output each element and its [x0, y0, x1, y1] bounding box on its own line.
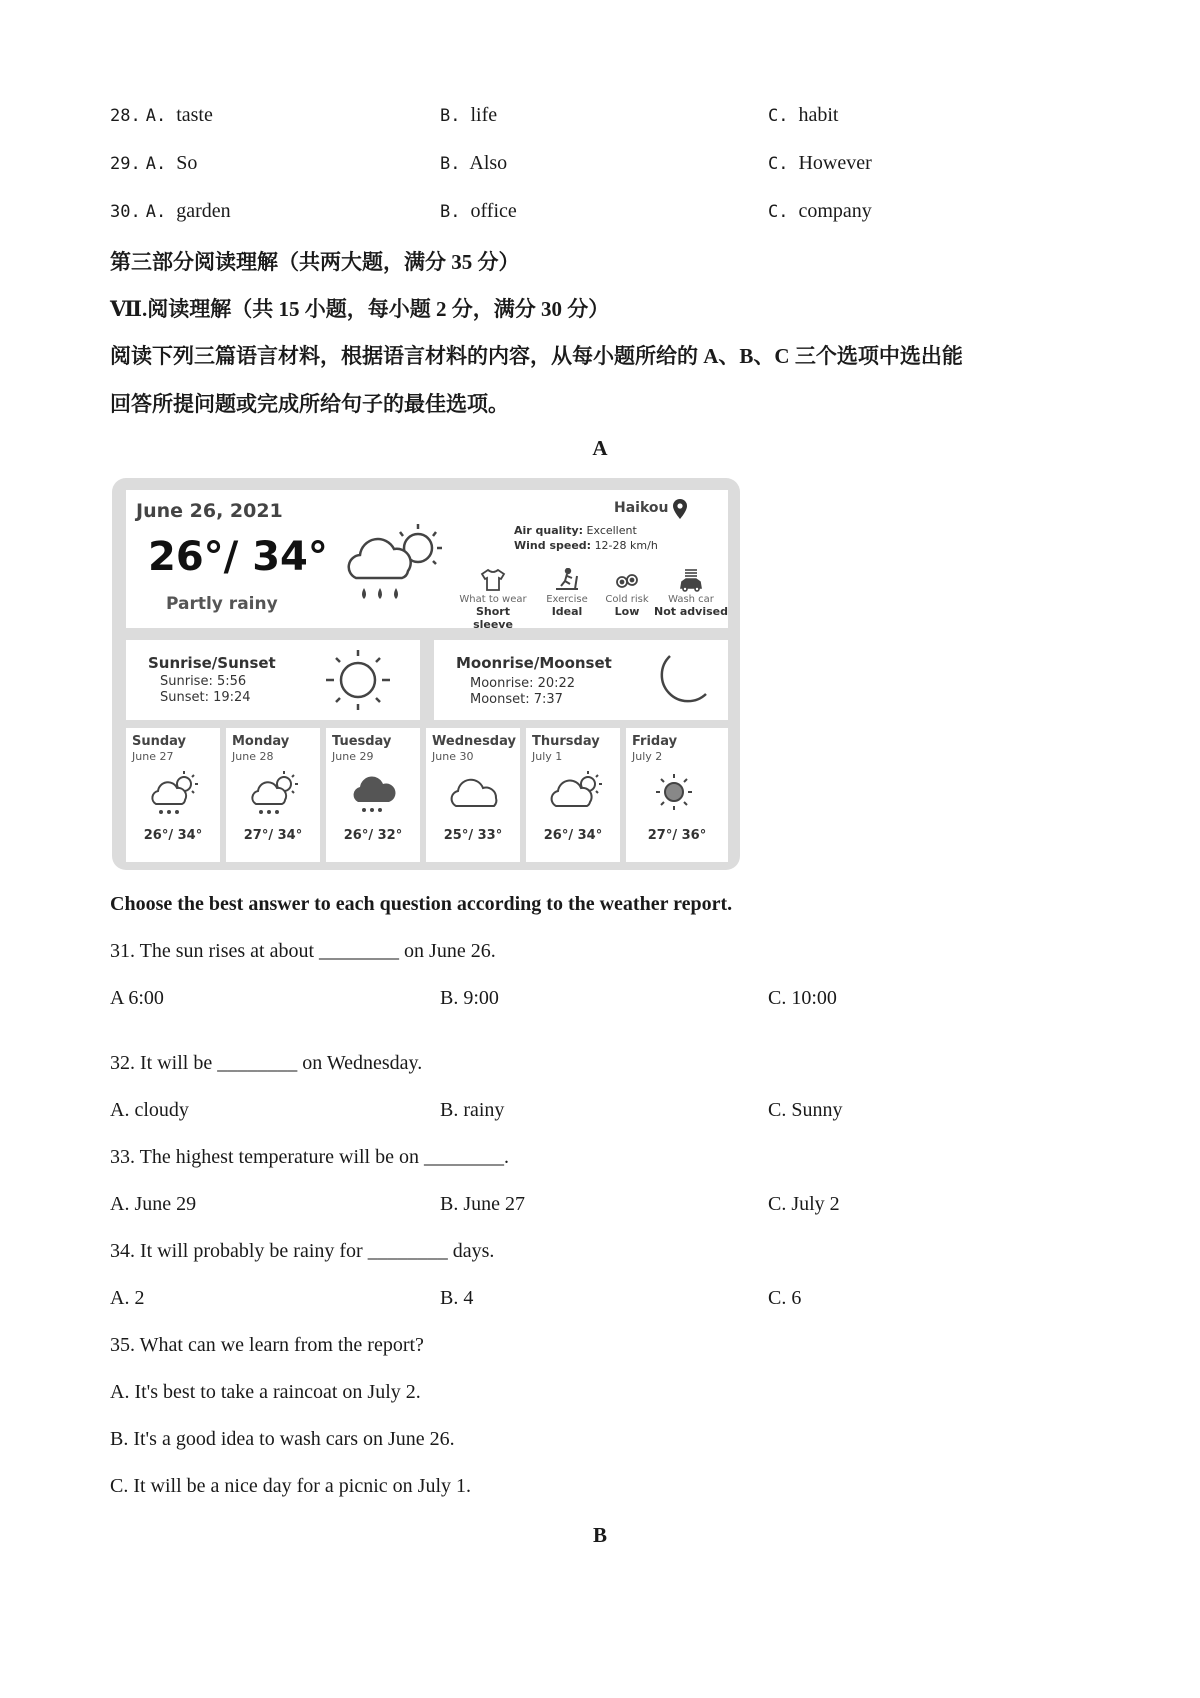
- sun-icon: [322, 646, 394, 714]
- sunrise-time: Sunrise: 5:56: [160, 674, 247, 689]
- weather-temperature: 26°/ 34°: [148, 534, 328, 580]
- option-b-letter: B.: [440, 154, 461, 174]
- option-a-text: taste: [176, 104, 213, 126]
- moon-title: Moonrise/Moonset: [456, 654, 612, 672]
- q31-option-c: C. 10:00: [768, 987, 837, 1009]
- question-number: 29.: [110, 154, 141, 174]
- forecast-day: [226, 728, 320, 862]
- forecast-date: June 28: [232, 750, 274, 763]
- option-b-text: life: [470, 104, 498, 126]
- weather-city: Haikou: [614, 500, 669, 516]
- question-33: 33. The highest temperature will be on ________.: [110, 1146, 509, 1168]
- forecast-temp: 26°/ 32°: [343, 828, 403, 843]
- sun-title: Sunrise/Sunset: [148, 654, 276, 672]
- part3-title: 第三部分阅读理解（共两大题，满分 35 分）: [110, 250, 520, 274]
- q32-option-c: C. Sunny: [768, 1099, 843, 1121]
- sun-icon: [646, 768, 702, 820]
- q33-option-a: A. June 29: [110, 1193, 197, 1215]
- sunset-time: Sunset: 19:24: [160, 690, 251, 705]
- option-a-text: So: [176, 152, 198, 174]
- forecast-day: [526, 728, 620, 862]
- option-a-letter: A.: [145, 154, 167, 174]
- option-b-text: Also: [469, 152, 508, 174]
- wind-speed-label: Wind speed:: [514, 539, 592, 552]
- cloud-icon: [446, 768, 508, 820]
- forecast-date: June 30: [432, 750, 474, 763]
- weather-today-panel: [126, 490, 728, 631]
- air-quality-row: [514, 524, 637, 537]
- forecast-temp: 26°/ 34°: [543, 828, 603, 843]
- option-c-text: However: [798, 152, 872, 174]
- car-wash-icon: [677, 568, 705, 592]
- moon-icon: [648, 650, 712, 710]
- q34-option-b: B. 4: [440, 1287, 474, 1309]
- forecast-temp: 26°/ 34°: [143, 828, 203, 843]
- option-b-letter: B.: [440, 106, 461, 126]
- sun-cloud-icon: [546, 768, 608, 820]
- forecast-date: June 29: [332, 750, 374, 763]
- wind-speed-row: [514, 539, 658, 552]
- air-quality-label: Air quality:: [514, 524, 584, 537]
- question-number: 30.: [110, 202, 141, 222]
- forecast-day: [426, 728, 520, 862]
- q31-option-b: B. 9:00: [440, 987, 499, 1009]
- instruction-line-1: 阅读下列三篇语言材料，根据语言材料的内容，从每小题所给的 A、B、C 三个选项中选出能: [110, 344, 963, 368]
- forecast-date: July 1: [532, 750, 563, 763]
- shirt-icon: [479, 568, 507, 592]
- forecast-temp: 25°/ 33°: [443, 828, 503, 843]
- forecast-day-name: Friday: [632, 734, 678, 749]
- tip-label: Cold risk: [605, 594, 649, 605]
- q32-option-b: B. rainy: [440, 1099, 505, 1121]
- choose-instruction: Choose the best answer to each question according to the weather report.: [110, 893, 733, 915]
- option-c-text: company: [798, 200, 872, 222]
- option-a-text: garden: [176, 200, 231, 222]
- tip-wash-car: [654, 568, 728, 618]
- tip-cold-risk: [590, 568, 664, 618]
- weather-date: June 26, 2021: [136, 500, 283, 522]
- question-32: 32. It will be ________ on Wednesday.: [110, 1052, 423, 1074]
- q33-option-b: B. June 27: [440, 1193, 525, 1215]
- treadmill-icon: [553, 568, 581, 592]
- question-29-options: [110, 152, 1110, 182]
- q34-option-c: C. 6: [768, 1287, 802, 1309]
- section7-title: Ⅶ.阅读理解（共 15 小题，每小题 2 分，满分 30 分）: [110, 297, 610, 321]
- tip-what-to-wear: [456, 568, 530, 631]
- moonrise-time: Moonrise: 20:22: [470, 676, 576, 691]
- air-quality-value: Excellent: [586, 524, 637, 537]
- q35-option-c: C. It will be a nice day for a picnic on July 1.: [110, 1475, 472, 1497]
- tip-label: What to wear: [459, 594, 527, 605]
- forecast-date: June 27: [132, 750, 174, 763]
- forecast-day-name: Sunday: [132, 734, 187, 749]
- q31-option-a: A 6:00: [110, 987, 164, 1009]
- forecast-temp: 27°/ 34°: [243, 828, 303, 843]
- tip-label: Exercise: [546, 594, 588, 605]
- forecast-day: [126, 728, 220, 862]
- q32-option-a: A. cloudy: [110, 1099, 189, 1121]
- question-34: 34. It will probably be rainy for ________ days.: [110, 1240, 495, 1262]
- sun-cloud-rain-icon: [146, 768, 202, 820]
- option-c-letter: C.: [768, 154, 789, 174]
- instruction-line-2: 回答所提问题或完成所给句子的最佳选项。: [110, 392, 509, 416]
- forecast-day-name: Tuesday: [332, 734, 392, 749]
- location-pin-icon: [672, 498, 688, 520]
- forecast-day-name: Wednesday: [432, 734, 516, 749]
- forecast-day-name: Thursday: [532, 734, 600, 749]
- forecast-day-name: Monday: [232, 734, 290, 749]
- question-31: 31. The sun rises at about ________ on June 26.: [110, 940, 496, 962]
- option-b-letter: B.: [440, 202, 461, 222]
- option-c-letter: C.: [768, 106, 789, 126]
- tip-value: Not advised: [654, 605, 728, 618]
- moonset-time: Moonset: 7:37: [470, 692, 563, 707]
- passage-a-label: A: [592, 436, 608, 460]
- moonrise-moonset-panel: [434, 640, 728, 720]
- sun-cloud-rain-icon: [246, 768, 302, 820]
- wind-speed-value: 12-28 km/h: [594, 539, 658, 552]
- option-b-text: office: [470, 200, 517, 222]
- forecast-date: July 2: [632, 750, 663, 763]
- option-c-letter: C.: [768, 202, 789, 222]
- forecast-temp: 27°/ 36°: [647, 828, 707, 843]
- rain-cloud-icon: [346, 768, 402, 820]
- q35-option-b: B. It's a good idea to wash cars on June 26.: [110, 1428, 455, 1450]
- weather-condition: Partly rainy: [166, 594, 278, 614]
- question-35: 35. What can we learn from the report?: [110, 1334, 424, 1356]
- weather-report-card: [112, 478, 740, 870]
- question-number: 28.: [110, 106, 141, 126]
- option-a-letter: A.: [145, 106, 167, 126]
- tip-value: Low: [614, 605, 640, 618]
- virus-icon: [613, 568, 641, 592]
- q35-option-a: A. It's best to take a raincoat on July 2.: [110, 1381, 421, 1403]
- sunrise-sunset-panel: [126, 640, 420, 720]
- forecast-day: [626, 728, 728, 862]
- tip-label: Wash car: [668, 594, 714, 605]
- tip-value: Short sleeve: [473, 605, 513, 631]
- tip-value: Ideal: [551, 605, 583, 618]
- q33-option-c: C. July 2: [768, 1193, 840, 1215]
- question-30-options: [110, 200, 1110, 230]
- q34-option-a: A. 2: [110, 1287, 145, 1309]
- question-28-options: [110, 104, 1110, 134]
- partly-rainy-icon: [336, 516, 456, 611]
- passage-b-label: B: [592, 1523, 607, 1547]
- option-c-text: habit: [798, 104, 839, 126]
- option-a-letter: A.: [145, 202, 167, 222]
- forecast-day: [326, 728, 420, 862]
